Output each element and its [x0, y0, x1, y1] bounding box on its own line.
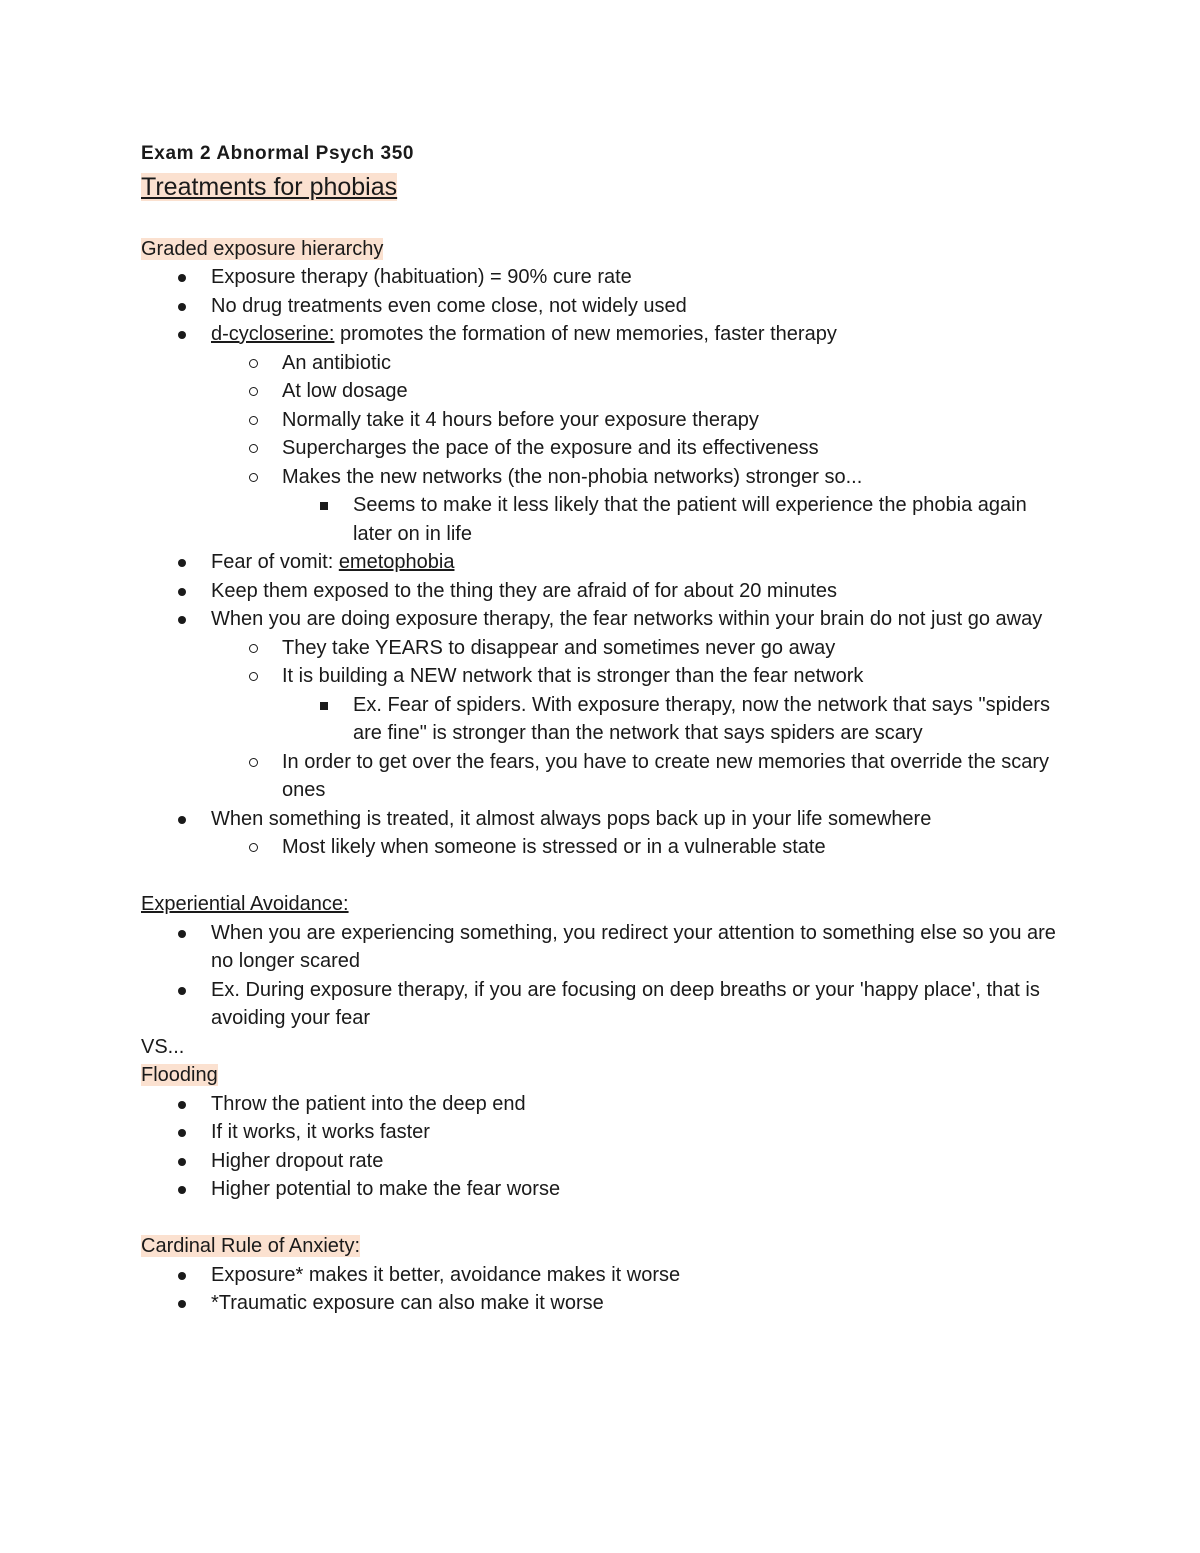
list-item-text: Ex. During exposure therapy, if you are focusing on deep breaths or your 'happy place', that is avoiding your fear: [211, 978, 1040, 1029]
filled-bullet-icon: [178, 1129, 186, 1137]
list-item-text: Keep them exposed to the thing they are afraid of for about 20 minutes: [211, 579, 837, 602]
filled-bullet-icon: [178, 331, 186, 339]
flooding-label-text: Flooding: [141, 1064, 218, 1086]
filled-bullet-icon: [178, 274, 186, 282]
list-item: [141, 1289, 1071, 1318]
list-item: [141, 1261, 1071, 1290]
list-item: [141, 577, 1071, 606]
filled-bullet-icon: [178, 588, 186, 596]
hollow-circle-bullet-icon: [249, 444, 258, 453]
sub-list-item: [141, 634, 1071, 663]
document-title: Exam 2 Abnormal Psych 350: [141, 143, 415, 164]
experiential-avoidance-label: [141, 890, 1071, 919]
list-item: [141, 805, 1071, 834]
graded-exposure-label: [141, 235, 1071, 264]
hollow-circle-bullet-icon: [249, 387, 258, 396]
list-item-text: Exposure therapy (habituation) = 90% cure rate: [211, 266, 632, 288]
list-item-text: No drug treatments even come close, not widely used: [211, 294, 687, 317]
list-item-text: Fear of vomit:: [211, 551, 339, 573]
list-item: [141, 976, 1071, 1033]
document-page: [141, 140, 1071, 1318]
hollow-circle-bullet-icon: [249, 473, 258, 482]
filled-bullet-icon: [178, 987, 186, 995]
list-item-text: Higher potential to make the fear worse: [211, 1178, 561, 1200]
hollow-circle-bullet-icon: [249, 359, 258, 368]
list-item-text: When something is treated, it almost always pops back up in your life somewhere: [211, 807, 932, 830]
filled-bullet-icon: [178, 1272, 186, 1280]
sub-list-item-text: In order to get over the fears, you have to create new memories that override the scary ones: [282, 750, 1050, 801]
section-heading-text: Treatments for phobias: [141, 173, 398, 201]
filled-bullet-icon: [178, 303, 186, 311]
list-item: [141, 1090, 1071, 1119]
cardinal-rule-label: [141, 1232, 1071, 1261]
sub-sub-list-item: [141, 691, 1071, 748]
vs-text: VS...: [141, 1035, 185, 1058]
filled-bullet-icon: [178, 1300, 186, 1308]
filled-bullet-icon: [178, 616, 186, 624]
filled-bullet-icon: [178, 816, 186, 824]
blank-line: [141, 862, 1071, 891]
section-heading: [141, 168, 1071, 206]
sub-list-item: [141, 833, 1071, 862]
list-item: [141, 292, 1071, 321]
sub-list-item-text: They take YEARS to disappear and sometimes never go away: [282, 636, 836, 659]
hollow-circle-bullet-icon: [249, 843, 258, 852]
sub-list-item-text: Most likely when someone is stressed or in a vulnerable state: [282, 836, 826, 858]
sub-list-item: [141, 748, 1071, 805]
filled-bullet-icon: [178, 930, 186, 938]
sub-list-item: [141, 662, 1071, 691]
cardinal-rule-label-text: Cardinal Rule of Anxiety:: [141, 1235, 361, 1257]
list-item: [141, 1147, 1071, 1176]
sub-sub-list-item-text: Ex. Fear of spiders. With exposure therapy, now the network that says "spiders are fine" is stronger than the network that says spiders are scary: [353, 693, 1051, 744]
blank-line: [141, 1204, 1071, 1233]
list-item-text: When you are doing exposure therapy, the fear networks within your brain do not just go away: [211, 608, 1043, 630]
sub-list-item-text: It is building a NEW network that is stronger than the fear network: [282, 665, 864, 687]
sub-list-item-text: Supercharges the pace of the exposure and its effectiveness: [282, 437, 819, 459]
filled-bullet-icon: [178, 1186, 186, 1194]
hollow-circle-bullet-icon: [249, 672, 258, 681]
hollow-circle-bullet-icon: [249, 416, 258, 425]
sub-list-item: [141, 434, 1071, 463]
list-item: [141, 605, 1071, 634]
list-item-text: If it works, it works faster: [211, 1121, 430, 1143]
term-emetophobia: emetophobia: [338, 551, 455, 573]
sub-list-item-text: At low dosage: [282, 380, 408, 402]
hollow-circle-bullet-icon: [249, 758, 258, 767]
flooding-label: [141, 1061, 1071, 1090]
list-item-text: Throw the patient into the deep end: [211, 1092, 526, 1115]
sub-list-item-text: Normally take it 4 hours before your exposure therapy: [282, 408, 759, 431]
term-d-cycloserine: d-cycloserine:: [211, 323, 335, 345]
list-item-text: Higher dropout rate: [211, 1149, 384, 1172]
sub-list-item-text: Makes the new networks (the non-phobia networks) stronger so...: [282, 465, 863, 488]
square-bullet-icon: [320, 502, 328, 510]
sub-sub-list-item-text: Seems to make it less likely that the patient will experience the phobia again later on in life: [353, 494, 1027, 545]
graded-exposure-label-text: Graded exposure hierarchy: [141, 237, 384, 260]
filled-bullet-icon: [178, 1158, 186, 1166]
experiential-avoidance-label-text: Experiential Avoidance:: [141, 893, 349, 915]
list-item: [141, 1175, 1071, 1204]
sub-list-item: [141, 406, 1071, 435]
list-item: [141, 548, 1071, 577]
sub-list-item: [141, 377, 1071, 406]
sub-list-item: [141, 349, 1071, 378]
filled-bullet-icon: [178, 559, 186, 567]
list-item-text: Exposure* makes it better, avoidance makes it worse: [211, 1263, 681, 1286]
blank-line: [141, 206, 1071, 235]
list-item: [141, 919, 1071, 976]
square-bullet-icon: [320, 702, 328, 710]
sub-list-item-text: An antibiotic: [282, 351, 391, 374]
sub-sub-list-item: [141, 491, 1071, 548]
list-item: [141, 320, 1071, 349]
filled-bullet-icon: [178, 1101, 186, 1109]
list-item: [141, 1118, 1071, 1147]
list-item-text: promotes the formation of new memories, faster therapy: [334, 323, 837, 345]
list-item-text: *Traumatic exposure can also make it worse: [211, 1292, 604, 1314]
sub-list-item: [141, 463, 1071, 492]
hollow-circle-bullet-icon: [249, 644, 258, 653]
list-item: [141, 263, 1071, 292]
list-item-text: When you are experiencing something, you redirect your attention to something else so you are no longer scared: [211, 921, 1056, 972]
